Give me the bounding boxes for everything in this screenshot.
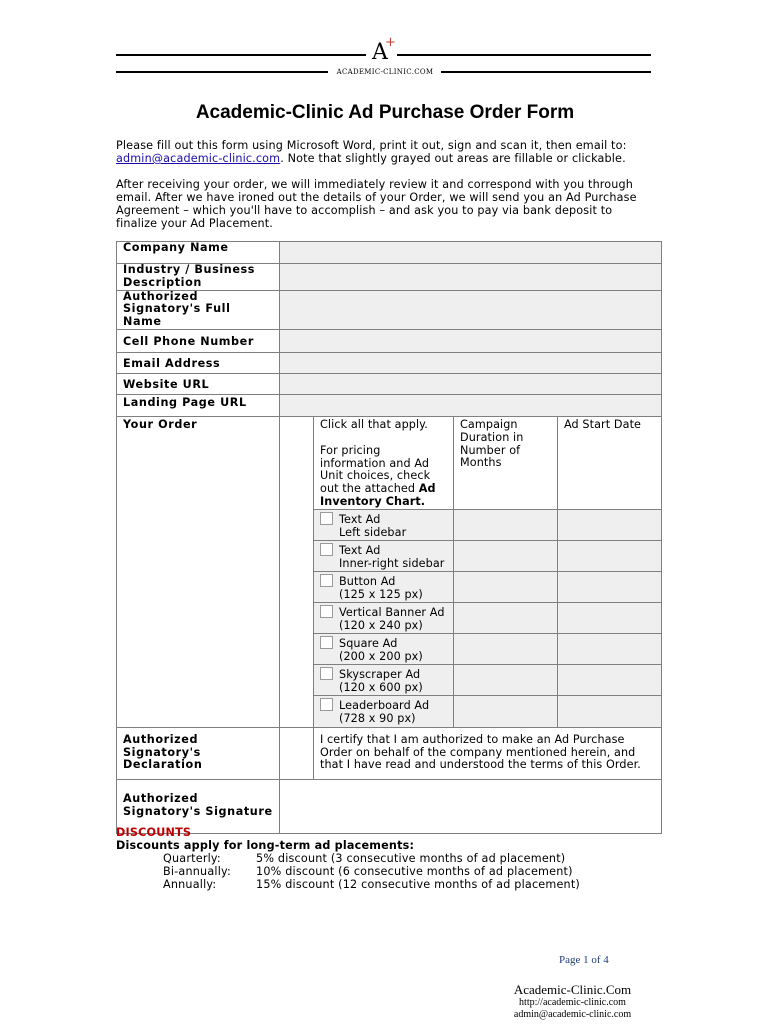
checkbox[interactable]	[320, 605, 333, 618]
letterhead-rule-top-left	[116, 54, 366, 56]
option-detail: (728 x 90 px)	[339, 711, 416, 725]
intro-paragraph	[116, 139, 656, 165]
option-name: Vertical Banner Ad	[339, 605, 445, 619]
order-spacer-cell	[280, 416, 314, 727]
page-title: Academic-Clinic Ad Purchase Order Form	[195, 102, 575, 123]
option-detail: Left sidebar	[339, 525, 407, 539]
pricing-note	[320, 445, 447, 509]
discounts-section	[116, 826, 580, 891]
discount-value: 10% discount (6 consecutive months of ad placement)	[256, 865, 573, 878]
start-date-field[interactable]	[558, 633, 662, 664]
option-detail: (120 x 240 px)	[339, 618, 423, 632]
letterhead-rule-bottom-right	[441, 71, 651, 73]
option-detail: (120 x 600 px)	[339, 680, 423, 694]
discounts-subtitle: Discounts apply for long-term ad placements:	[116, 839, 415, 852]
inventory-chart-ref: Ad Inventory Chart.	[320, 482, 436, 508]
order-form-table	[116, 241, 662, 834]
label-landing-page: Landing Page URL	[117, 394, 280, 416]
option-name: Text Ad	[339, 543, 381, 557]
start-date-field[interactable]	[558, 664, 662, 695]
discount-period: Annually:	[163, 878, 217, 891]
process-paragraph: After receiving your order, we will immediately review it and correspond with you through email. After we have ironed out the details of your Order, we will send you an Ad Purchase Agreement – which you'll have to accomplish – and ask you to pay via bank deposit to finalize your Ad Placement.	[116, 178, 637, 230]
discount-row	[116, 852, 566, 865]
footer-email: admin@academic-clinic.com	[513, 1009, 632, 1020]
option-leaderboard-ad[interactable]	[314, 695, 454, 727]
duration-field[interactable]	[454, 509, 558, 540]
duration-header: Campaign Duration in Number of Months	[454, 416, 558, 509]
option-name: Button Ad	[339, 574, 396, 588]
checkbox[interactable]	[320, 698, 333, 711]
option-name: Square Ad	[339, 636, 398, 650]
logo-plus-mark: +	[385, 35, 396, 50]
option-name: Text Ad	[339, 512, 381, 526]
email-field[interactable]	[280, 352, 662, 373]
landing-page-field[interactable]	[280, 394, 662, 416]
label-website: Website URL	[117, 373, 280, 394]
letterhead-rule-bottom-left	[116, 71, 328, 73]
label-signature: Authorized Signatory's Signature	[117, 779, 280, 833]
start-date-field[interactable]	[558, 571, 662, 602]
option-skyscraper-ad[interactable]	[314, 664, 454, 695]
letterhead-rule-top-right	[397, 54, 651, 56]
intro-text-2: . Note that slightly grayed out areas are fillable or clickable.	[280, 152, 626, 165]
website-field[interactable]	[280, 373, 662, 394]
duration-field[interactable]	[454, 664, 558, 695]
duration-field[interactable]	[454, 571, 558, 602]
label-email: Email Address	[117, 352, 280, 373]
option-vertical-banner-ad[interactable]	[314, 602, 454, 633]
label-company-name: Company Name	[117, 242, 280, 264]
option-square-ad[interactable]	[314, 633, 454, 664]
checkbox[interactable]	[320, 574, 333, 587]
discounts-title: DISCOUNTS	[116, 826, 192, 839]
start-date-header: Ad Start Date	[558, 416, 662, 509]
footer-url: http://academic-clinic.com	[519, 997, 626, 1008]
order-instruction: Click all that apply.	[320, 417, 428, 431]
label-cell-phone: Cell Phone Number	[117, 329, 280, 352]
pricing-note-text: For pricing information and Ad Unit choices, check out the attached	[320, 443, 431, 496]
discount-row	[116, 865, 573, 878]
declaration-spacer-cell	[280, 727, 314, 779]
checkbox[interactable]	[320, 667, 333, 680]
label-industry: Industry / Business Description	[117, 264, 280, 291]
discount-row	[116, 878, 580, 891]
duration-field[interactable]	[454, 633, 558, 664]
intro-text: Please fill out this form using Microsoft Word, print it out, sign and scan it, then email to:	[116, 139, 627, 152]
duration-field[interactable]	[454, 695, 558, 727]
discount-value: 5% discount (3 consecutive months of ad placement)	[256, 852, 566, 865]
order-instructions	[314, 416, 454, 509]
start-date-field[interactable]	[558, 540, 662, 571]
option-detail: (200 x 200 px)	[339, 649, 423, 663]
logo-letter: A	[372, 40, 388, 65]
footer-site-name: Academic-Clinic.Com	[513, 982, 632, 997]
signatory-name-field[interactable]	[280, 290, 662, 329]
email-link[interactable]: admin@academic-clinic.com	[116, 152, 281, 165]
option-detail: (125 x 125 px)	[339, 587, 423, 601]
checkbox[interactable]	[320, 543, 333, 556]
duration-field[interactable]	[454, 540, 558, 571]
option-name: Skyscraper Ad	[339, 667, 421, 681]
duration-field[interactable]	[454, 602, 558, 633]
option-button-ad[interactable]	[314, 571, 454, 602]
label-declaration: Authorized Signatory's Declaration	[117, 727, 280, 779]
label-your-order: Your Order	[117, 416, 280, 727]
discount-value: 15% discount (12 consecutive months of ad placement)	[256, 878, 580, 891]
brand-caption: ACADEMIC-CLINIC.COM	[336, 68, 434, 76]
checkbox[interactable]	[320, 512, 333, 525]
option-detail: Inner-right sidebar	[339, 556, 445, 570]
discount-period: Quarterly:	[163, 852, 221, 865]
company-name-field[interactable]	[280, 242, 662, 264]
option-name: Leaderboard Ad	[339, 698, 430, 712]
start-date-field[interactable]	[558, 509, 662, 540]
declaration-text: I certify that I am authorized to make an Ad Purchase Order on behalf of the company mentioned herein, and that I have read and understood the terms of this Order.	[314, 727, 662, 779]
discount-period: Bi-annually:	[163, 865, 231, 878]
start-date-field[interactable]	[558, 602, 662, 633]
cell-phone-field[interactable]	[280, 329, 662, 352]
checkbox[interactable]	[320, 636, 333, 649]
page-number: Page 1 of 4	[559, 954, 609, 966]
option-text-ad-inner-right[interactable]	[314, 540, 454, 571]
option-text-ad-left[interactable]	[314, 509, 454, 540]
start-date-field[interactable]	[558, 695, 662, 727]
label-signatory-name: Authorized Signatory's Full Name	[117, 290, 280, 329]
industry-field[interactable]	[280, 264, 662, 291]
